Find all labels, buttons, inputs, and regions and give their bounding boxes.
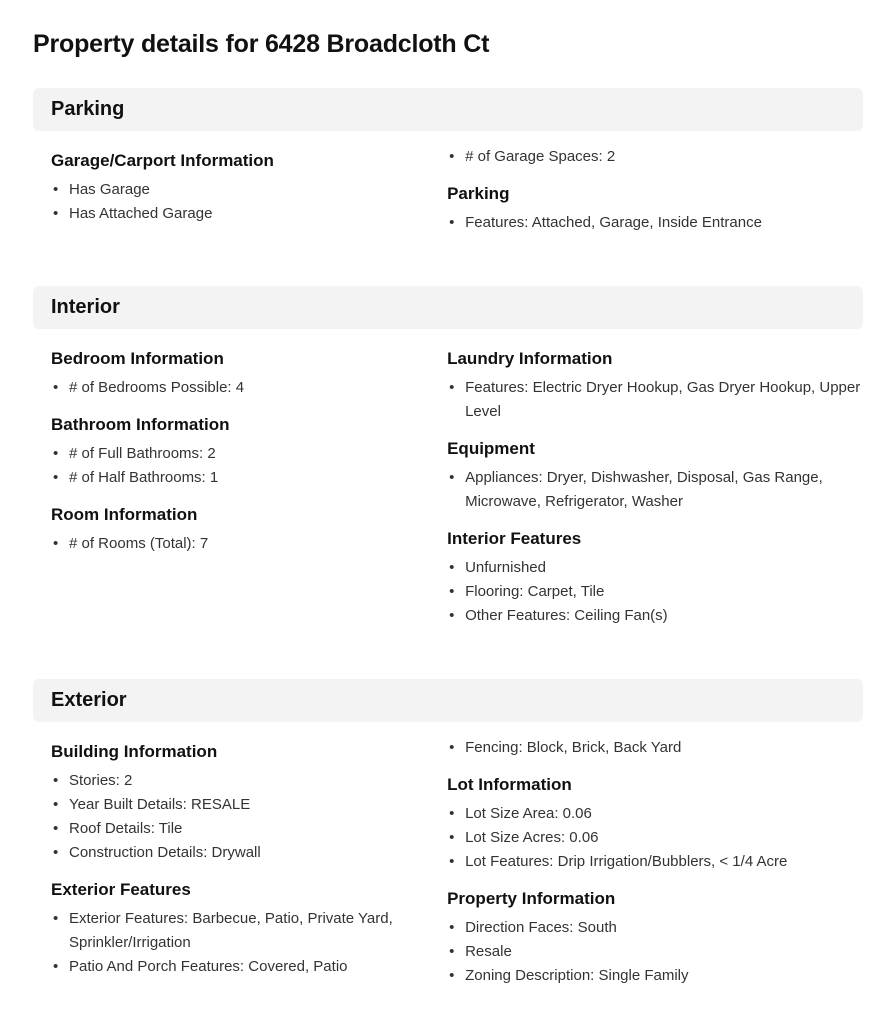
- section-header-interior: [33, 286, 863, 329]
- left-column: [51, 347, 447, 641]
- info-group: [51, 149, 447, 226]
- group-heading: Bathroom Information: [51, 415, 230, 434]
- info-list: [447, 211, 863, 235]
- list-item: • Features: Electric Dryer Hookup, Gas Dryer Hookup, Upper Level: [447, 376, 863, 424]
- info-group: [51, 413, 447, 490]
- info-group: [447, 773, 863, 874]
- info-group: [51, 878, 447, 979]
- list-item: • Exterior Features: Barbecue, Patio, Private Yard, Sprinkler/Irrigation: [51, 907, 447, 955]
- list-item: • Construction Details: Drywall: [51, 841, 447, 865]
- info-group: [51, 347, 447, 400]
- right-column: [447, 149, 863, 248]
- list-item: • Other Features: Ceiling Fan(s): [447, 604, 863, 628]
- section-parking: [33, 88, 863, 248]
- list-item: • Resale: [447, 940, 863, 964]
- group-heading: Lot Information: [447, 775, 572, 794]
- list-item: • Direction Faces: South: [447, 916, 863, 940]
- right-column: [447, 740, 863, 1001]
- group-heading: Garage/Carport Information: [51, 151, 274, 170]
- section-title: Exterior: [51, 689, 127, 711]
- info-group: [447, 182, 863, 235]
- info-list: [51, 769, 447, 865]
- info-group: [447, 437, 863, 514]
- list-item: • # of Half Bathrooms: 1: [51, 466, 447, 490]
- list-item: • Flooring: Carpet, Tile: [447, 580, 863, 604]
- left-column: [51, 740, 447, 1001]
- group-heading: Property Information: [447, 889, 616, 908]
- list-item: • Fencing: Block, Brick, Back Yard: [447, 736, 863, 760]
- list-item: • Year Built Details: RESALE: [51, 793, 447, 817]
- list-item: • # of Bedrooms Possible: 4: [51, 376, 447, 400]
- info-list: [447, 556, 863, 628]
- group-heading: Laundry Information: [447, 349, 613, 368]
- section-exterior: [33, 679, 863, 1001]
- info-list: [447, 466, 863, 514]
- list-item: • Features: Attached, Garage, Inside Entrance: [447, 211, 863, 235]
- info-list: [51, 376, 447, 400]
- list-item: • Appliances: Dryer, Dishwasher, Disposal, Gas Range, Microwave, Refrigerator, Washer: [447, 466, 863, 514]
- section-interior: [33, 286, 863, 641]
- right-column: [447, 347, 863, 641]
- info-group: [447, 527, 863, 628]
- section-columns: [33, 131, 863, 248]
- group-heading: Building Information: [51, 742, 218, 761]
- list-item: • Lot Features: Drip Irrigation/Bubblers, < 1/4 Acre: [447, 850, 863, 874]
- list-item: • Has Attached Garage: [51, 202, 447, 226]
- info-list: [447, 736, 863, 760]
- list-item: • Patio And Porch Features: Covered, Patio: [51, 955, 447, 979]
- info-list: [447, 916, 863, 988]
- info-list: [51, 532, 447, 556]
- group-heading: Room Information: [51, 505, 198, 524]
- info-list: [447, 145, 863, 169]
- info-group: [447, 347, 863, 424]
- left-column: [51, 149, 447, 248]
- list-item: • Zoning Description: Single Family: [447, 964, 863, 988]
- group-heading: Interior Features: [447, 529, 582, 548]
- section-title: Interior: [51, 296, 120, 318]
- list-item: • Has Garage: [51, 178, 447, 202]
- section-header-exterior: [33, 679, 863, 722]
- section-columns: [33, 722, 863, 1001]
- group-heading: Exterior Features: [51, 880, 191, 899]
- list-item: • # of Garage Spaces: 2: [447, 145, 863, 169]
- info-list: [447, 802, 863, 874]
- section-columns: [33, 329, 863, 641]
- info-group: [51, 503, 447, 556]
- info-group: [51, 740, 447, 865]
- info-list: [51, 907, 447, 979]
- group-heading: Parking: [447, 184, 510, 203]
- section-header-parking: [33, 88, 863, 131]
- info-list: [447, 376, 863, 424]
- list-item: • # of Full Bathrooms: 2: [51, 442, 447, 466]
- page-title: Property details for 6428 Broadcloth Ct: [33, 30, 490, 58]
- group-heading: Bedroom Information: [51, 349, 224, 368]
- group-heading: Equipment: [447, 439, 535, 458]
- list-item: • Stories: 2: [51, 769, 447, 793]
- info-group: [447, 887, 863, 988]
- list-item: • Roof Details: Tile: [51, 817, 447, 841]
- info-list: [51, 178, 447, 226]
- list-item: • # of Rooms (Total): 7: [51, 532, 447, 556]
- info-list: [51, 442, 447, 490]
- section-title: Parking: [51, 98, 125, 120]
- list-item: • Lot Size Area: 0.06: [447, 802, 863, 826]
- list-item: • Unfurnished: [447, 556, 863, 580]
- list-item: • Lot Size Acres: 0.06: [447, 826, 863, 850]
